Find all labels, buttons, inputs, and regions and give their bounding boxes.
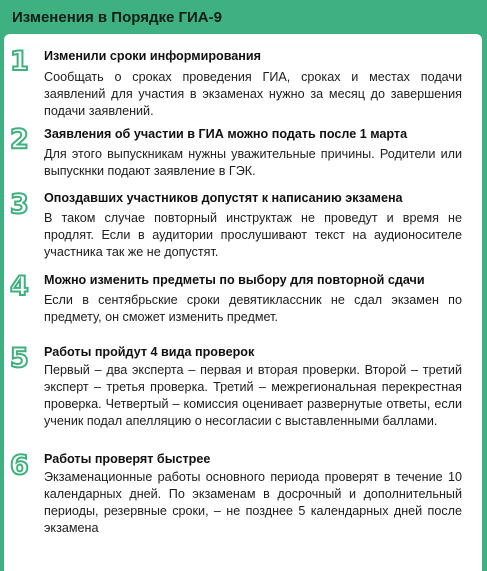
- item-title: Заявления об участии в ГИА можно подать после 1 марта: [44, 127, 408, 141]
- item-title: Можно изменить предметы по выбору для повторной сдачи: [44, 273, 425, 287]
- item-text: Сообщать о сроках проведения ГИА, сроках и местах подачи заявлений для участия в экзаменах нужно за месяц до завершения подачи заявлений.: [44, 70, 462, 118]
- item-text: В таком случае повторный инструктаж не проведут и время не продлят. Если в аудитории прослушивают текст на аудионосителе участника так же не допустят.: [44, 211, 462, 259]
- item-number: 2: [10, 124, 29, 155]
- item-number: 1: [10, 46, 29, 77]
- item-text: Экзаменационные работы основного периода проверят в течение 10 календарных дней. По экзаменам в досрочный и дополнительный периоды, резервные сроки, – не позднее 5 календарных дней после экзамена: [44, 470, 462, 535]
- item-title: Работы пройдут 4 вида проверок: [44, 345, 255, 359]
- item-text: Первый – два эксперта – первая и вторая проверки. Второй – третий эксперт – третья проверка. Третий – межрегиональная перекрестная проверка. Четвертый – комиссия оценивает развернутые ответы, если ученик подал апелляцию о несогласии с выставленными баллами.: [44, 363, 462, 428]
- item-text: Для этого выпускникам нужны уважительные причины. Родители или выпускнки подают заявление в ГЭК.: [44, 147, 462, 178]
- item-number: 4: [10, 271, 29, 302]
- item-title: Опоздавших участников допустят к написанию экзамена: [44, 191, 403, 205]
- item-number: 5: [10, 343, 29, 374]
- item-number: 6: [10, 450, 29, 481]
- page-title: Изменения в Порядке ГИА-9: [12, 9, 222, 26]
- item-number: 3: [10, 189, 29, 220]
- content-card: [4, 34, 482, 571]
- item-title: Изменили сроки информирования: [44, 49, 261, 63]
- item-title: Работы проверят быстрее: [44, 452, 211, 466]
- item-text: Если в сентябрьские сроки девятиклассник не сдал экзамен по предмету, он сможет изменить предмет.: [44, 293, 462, 324]
- header-bar: [0, 0, 487, 33]
